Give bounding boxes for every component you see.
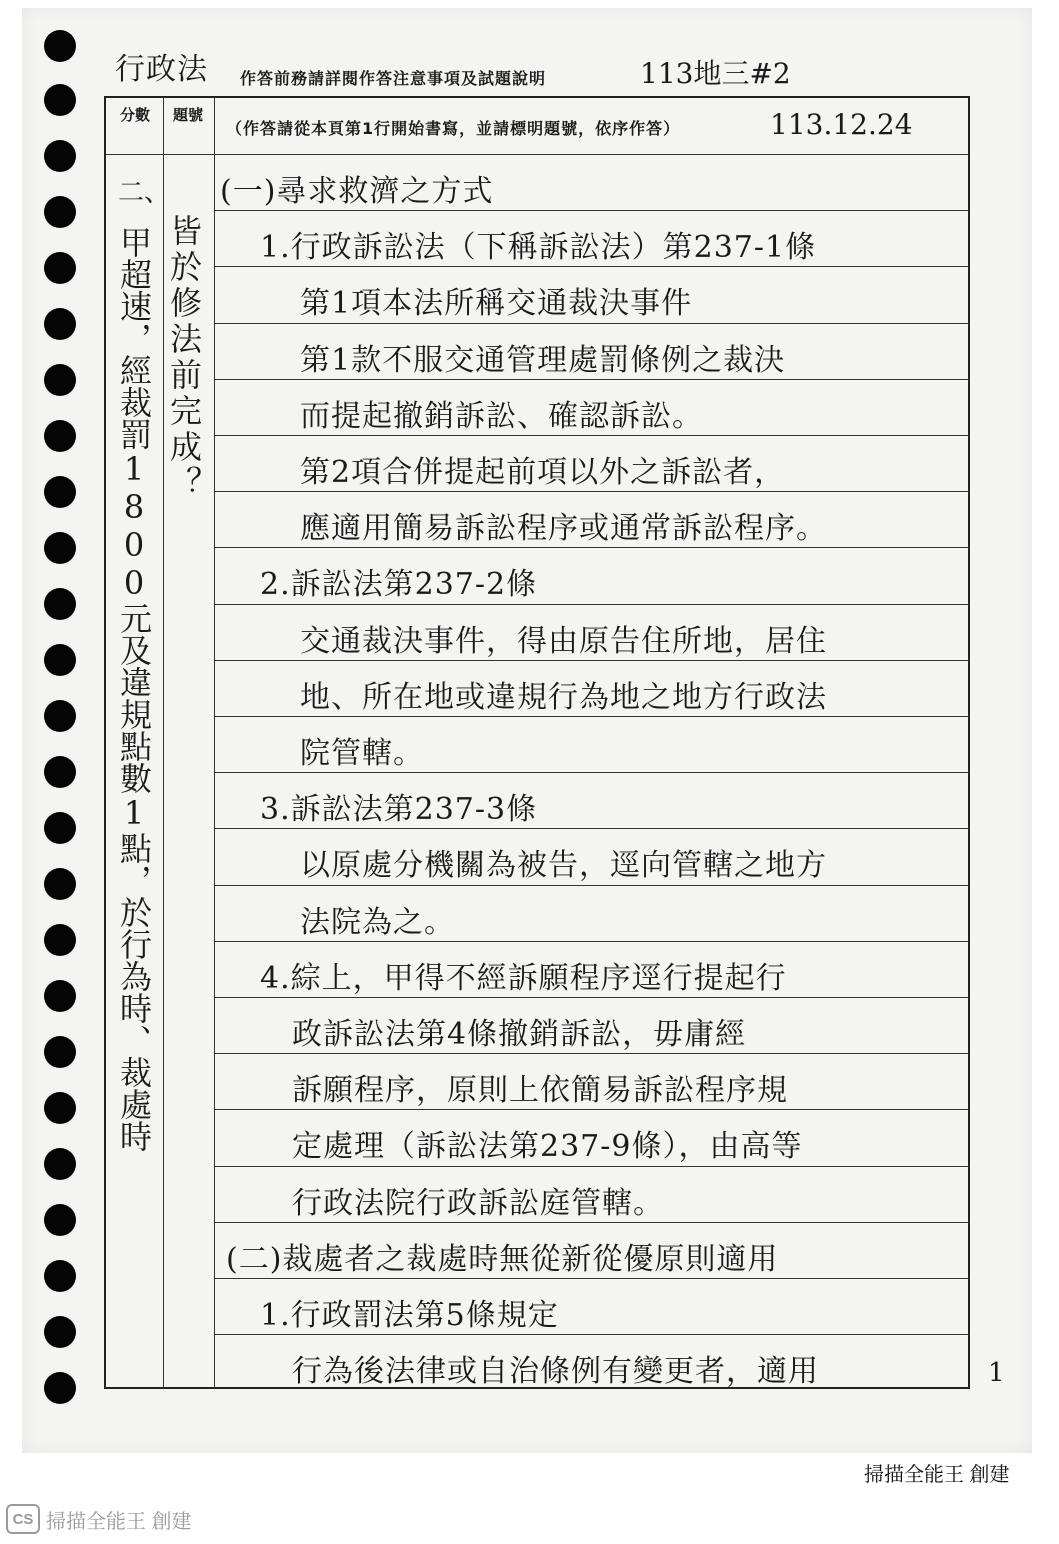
- writing-instruction: （作答請從本頁第1行開始書寫，並請標明題號，依序作答）: [226, 119, 681, 138]
- binder-hole: [44, 1260, 76, 1292]
- binder-hole: [44, 1148, 76, 1180]
- ruled-line: [215, 716, 969, 717]
- binder-hole: [44, 476, 76, 508]
- binder-hole: [44, 1316, 76, 1348]
- scanner-watermark-text: 掃描全能王 創建: [46, 1510, 192, 1533]
- ruled-line: [215, 379, 969, 380]
- answer-line: 定處理（訴訟法第237-9條），由高等: [292, 1129, 803, 1165]
- binder-hole: [44, 140, 76, 172]
- ruled-line: [215, 1278, 969, 1279]
- binder-hole: [44, 756, 76, 788]
- binder-hole: [44, 532, 76, 564]
- ruled-line: [215, 1222, 969, 1223]
- answer-line: 3.訴訟法第237-3條: [260, 792, 538, 828]
- answer-line: 第1款不服交通管理處罰條例之裁決: [300, 342, 786, 378]
- ruled-line: [215, 660, 969, 661]
- ruled-line: [215, 997, 969, 998]
- answer-line: (一)尋求救濟之方式: [220, 174, 494, 209]
- question-number-column-label: 題號: [172, 106, 203, 124]
- binder-hole: [44, 924, 76, 956]
- answer-line: 院管轄。: [300, 736, 424, 771]
- binder-hole: [44, 1372, 76, 1404]
- ruled-line: [215, 1053, 969, 1054]
- answer-line: (二)裁處者之裁處時無從新從優原則適用: [226, 1241, 779, 1277]
- binder-hole: [44, 1204, 76, 1236]
- scanner-watermark: 掃描全能王 創建: [864, 1464, 1010, 1486]
- binder-hole: [44, 644, 76, 676]
- notice-text: 作答前務請詳閱作答注意事項及試題說明: [240, 69, 547, 88]
- ruled-line: [215, 885, 969, 886]
- answer-line: 政訴訟法第4條撤銷訴訟，毋庸經: [292, 1017, 747, 1052]
- camscanner-logo-icon: CS: [6, 1504, 40, 1534]
- answer-line: 地、所在地或違規行為地之地方行政法: [300, 679, 827, 715]
- binder-hole: [44, 980, 76, 1012]
- ruled-line: [215, 547, 969, 548]
- ruled-line: [215, 491, 969, 492]
- binder-hole: [44, 252, 76, 284]
- exam-date: 113.12.24: [770, 108, 913, 141]
- ruled-line: [215, 435, 969, 436]
- question-number: 二、: [118, 178, 171, 208]
- binder-hole: [44, 196, 76, 228]
- binder-hole: [44, 812, 76, 844]
- answer-line: 以原處分機關為被告，逕向管轄之地方: [300, 848, 827, 884]
- binder-hole: [44, 84, 76, 116]
- scanner-watermark-footer: [6, 1504, 192, 1534]
- ruled-line: [215, 266, 969, 267]
- answer-line: 1.行政罰法第5條規定: [260, 1298, 559, 1333]
- ruled-line: [215, 1334, 969, 1335]
- answer-line: 訴願程序，原則上依簡易訴訟程序規: [292, 1073, 788, 1109]
- exam-code: 113地三#2: [640, 57, 791, 90]
- header-row-divider: [105, 154, 969, 155]
- ruled-line: [215, 210, 969, 211]
- answer-line: 2.訴訟法第237-2條: [260, 567, 538, 603]
- answer-line: 第1項本法所稱交通裁決事件: [300, 286, 693, 322]
- answer-line: 而提起撤銷訴訟、確認訴訟。: [300, 398, 703, 434]
- binder-hole: [44, 1092, 76, 1124]
- ruled-line: [215, 1109, 969, 1110]
- answer-line: 法院為之。: [300, 904, 455, 940]
- binder-hole: [44, 1036, 76, 1068]
- subject-title: 行政法: [115, 52, 208, 87]
- binder-hole: [44, 30, 76, 62]
- binder-hole: [44, 364, 76, 396]
- ruled-line: [215, 941, 969, 942]
- answer-line: 第2項合併提起前項以外之訴訟者，: [300, 455, 786, 490]
- ruled-line: [215, 772, 969, 773]
- ruled-line: [215, 323, 969, 324]
- column-divider: [214, 97, 215, 1388]
- binder-hole: [44, 308, 76, 340]
- binder-hole: [44, 700, 76, 732]
- answer-line: 行為後法律或自治條例有變更者，適用: [292, 1354, 819, 1390]
- score-column-label: 分數: [119, 106, 150, 124]
- ruled-line: [215, 828, 969, 829]
- binder-hole: [44, 868, 76, 900]
- answer-line: 4.綜上，甲得不經訴願程序逕行提起行: [260, 960, 787, 996]
- answer-line: 交通裁決事件，得由原告住所地，居住: [300, 623, 827, 659]
- binder-hole: [44, 588, 76, 620]
- answer-line: 行政法院行政訴訟庭管轄。: [292, 1185, 664, 1221]
- answer-line: 應適用簡易訴訟程序或通常訴訟程序。: [300, 511, 827, 547]
- binder-hole: [44, 420, 76, 452]
- page-number: 1: [988, 1358, 1005, 1388]
- question-prompt: 甲超速，經裁罰1800元及違規點數1點，於行為時、裁處時: [115, 226, 153, 1152]
- question-prompt-tail: 皆於修法前完成？: [165, 214, 203, 502]
- ruled-line: [215, 604, 969, 605]
- answer-line: 1.行政訴訟法（下稱訴訟法）第237-1條: [260, 230, 817, 266]
- ruled-line: [215, 1166, 969, 1167]
